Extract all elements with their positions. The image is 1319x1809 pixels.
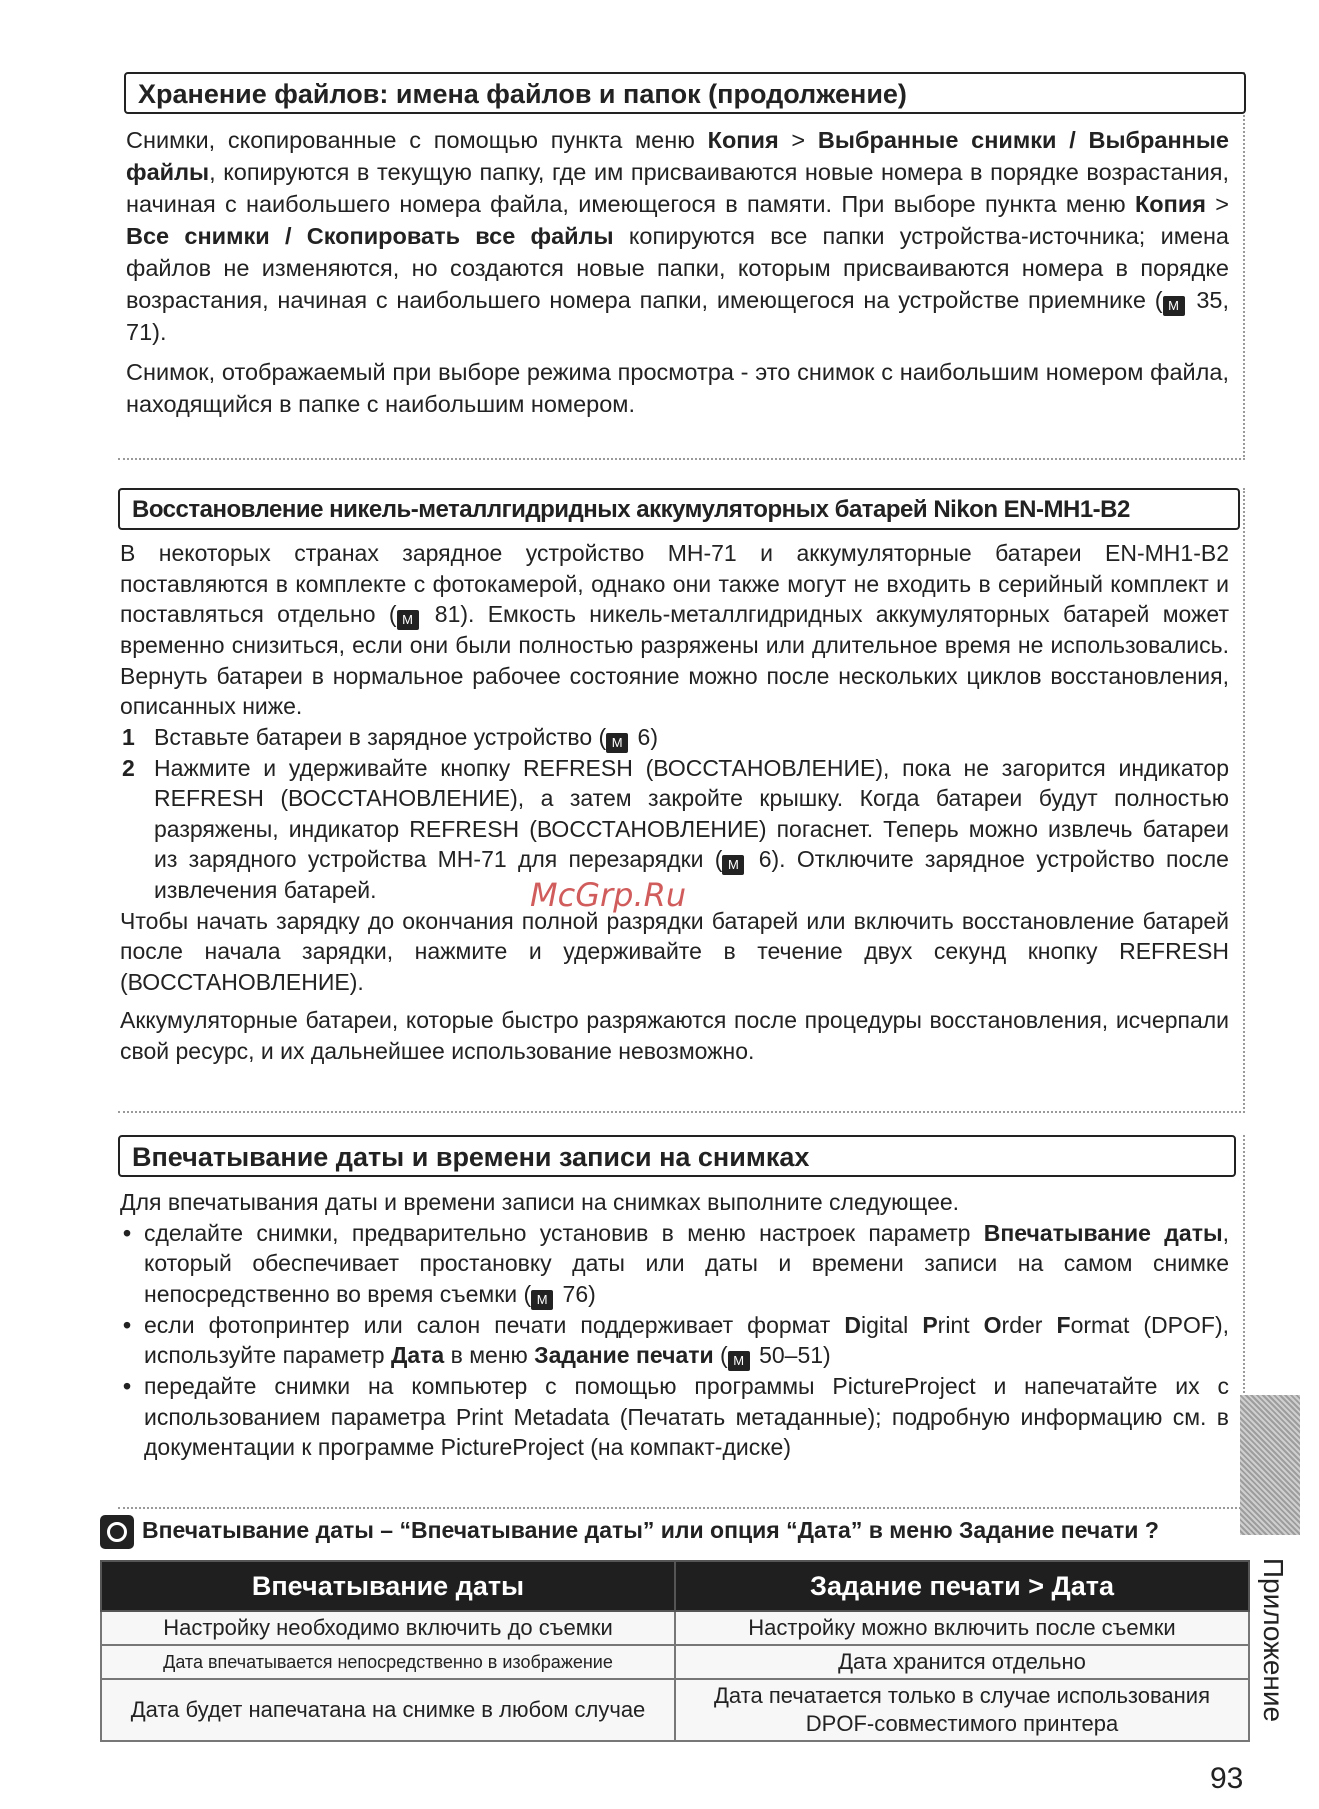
page-number: 93 <box>1210 1762 1244 1795</box>
page-ref-icon: M <box>606 733 628 753</box>
paragraph: В некоторых странах зарядное устройство MH-71 и аккумуляторные батареи EN-MH1-B2 поставляются в комплекте с фотокамерой, однако они также могут не входить в серийный комплект и поставляться отдельно ( M 81). Емкость никель-металлгидридных аккумуляторных батарей может временно снизиться, если они были полностью разряжены или длительное время не использовались. Вернуть батареи в нормальное рабочее состояние можно после нескольких циклов восстановления, описанных ниже. <box>120 540 1229 719</box>
bullet-item: • сделайте снимки, предварительно установив в меню настроек параметр Впечатывание даты, который обеспечивает простановку даты или даты и времени записи на самом снимке непосредственно во время съемки ( M 76) <box>120 1218 1229 1310</box>
page-ref-icon: M <box>722 855 744 875</box>
table-cell: Дата будет напечатана на снимке в любом случае <box>101 1679 675 1741</box>
section-body <box>120 538 1229 1074</box>
page-ref-icon: M <box>1163 296 1185 316</box>
table-cell: Настройку можно включить после съемки <box>675 1611 1249 1645</box>
table-cell: Настройку необходимо включить до съемки <box>101 1611 675 1645</box>
column-header: Впечатывание даты <box>101 1561 675 1611</box>
step-item: 1 Вставьте батареи в зарядное устройство ( M 6) <box>120 722 1229 753</box>
section-title: Восстановление никель-металлгидридных аккумуляторных батарей Nikon EN-MH1-B2 <box>118 488 1240 530</box>
table-cell: Дата печатается только в случае использования DPOF-совместимого принтера <box>675 1679 1249 1741</box>
step-item: 2 Нажмите и удерживайте кнопку REFRESH (ВОССТАНОВЛЕНИЕ), пока не загорится индикатор REFRESH (ВОССТАНОВЛЕНИЕ), а затем закройте крышку. Когда батареи будут полностью разряжены, индикатор REFRESH (ВОССТАНОВЛЕНИЕ) погаснет. Теперь можно извлечь батареи из зарядного устройства MH-71 для перезарядки ( M 6). Отключите зарядное устройство после извлечения батарей. <box>122 754 1229 903</box>
bullet-item: • если фотопринтер или салон печати поддерживает формат Digital Print Order Format (DPOF), используйте параметр Дата в меню Задание печати ( M 50–51) <box>120 1310 1229 1372</box>
watermark: McGrp.Ru <box>530 876 687 914</box>
section-title: Хранение файлов: имена файлов и папок (продолжение) <box>124 72 1246 114</box>
paragraph: Для впечатывания даты и времени записи на снимках выполните следующее. <box>120 1189 960 1215</box>
paragraph: Снимки, скопированные с помощью пункта меню Копия > Выбранные снимки / Выбранные файлы, копируются в текущую папку, где им присваиваются новые номера в порядке возрастания, начиная с наибольшего номера файла, имеющегося в памяти. При выборе пункта меню Копия > Все снимки / Скопировать все файлы копируются все папки устройства-источника; имена файлов не изменяются, но создаются новые папки, которым присваиваются номера в порядке возрастания, начиная с наибольшего номера папки, имеющегося на устройстве приемнике ( M 35, 71). <box>126 127 1230 345</box>
paragraph: Снимок, отображаемый при выборе режима просмотра - это снимок с наибольшим номером файла, находящийся в папке с наибольшим номером. <box>126 359 1229 417</box>
table-cell: Дата впечатывается непосредственно в изображение <box>101 1645 675 1679</box>
magnifier-icon <box>100 1515 134 1549</box>
section-file-storage <box>118 72 1245 460</box>
table-header-row <box>101 1561 1249 1611</box>
paragraph: Чтобы начать зарядку до окончания полной разрядки батарей или включить восстановление батарей после начала зарядки, нажмите и удерживайте в течение двух секунд кнопку REFRESH (ВОССТАНОВЛЕНИЕ). <box>120 907 1229 995</box>
page-ref-icon: M <box>531 1290 553 1310</box>
page-ref-icon: M <box>397 610 419 630</box>
bullet-list <box>120 1218 1229 1463</box>
table-cell: Дата хранится отдельно <box>675 1645 1249 1679</box>
comparison-table <box>100 1560 1250 1742</box>
section-body <box>126 124 1229 428</box>
paragraph: Аккумуляторные батареи, которые быстро разряжаются после процедуры восстановления, исчерпали свой ресурс, и их дальнейшее использование невозможно. <box>120 1007 1229 1064</box>
table-row <box>101 1611 1249 1645</box>
section-battery-refresh <box>118 488 1245 1113</box>
note-heading: Впечатывание даты – “Впечатывание даты” или опция “Дата” в меню Задание печати ? <box>100 1510 1250 1550</box>
table-row <box>101 1645 1249 1679</box>
chapter-tab <box>1240 1395 1300 1535</box>
section-date-imprint <box>118 1135 1245 1509</box>
column-header: Задание печати > Дата <box>675 1561 1249 1611</box>
chapter-label: Приложение <box>1258 1557 1289 1723</box>
bullet-item: • передайте снимки на компьютер с помощью программы PictureProject и напечатайте их с использованием параметра Print Metadata (Печатать метаданные); подробную информацию см. в документации к программе PictureProject (на компакт-диске) <box>120 1371 1229 1463</box>
section-body <box>120 1187 1229 1463</box>
page-ref-icon: M <box>728 1351 750 1371</box>
table-row <box>101 1679 1249 1741</box>
section-title: Впечатывание даты и времени записи на снимках <box>118 1135 1236 1177</box>
